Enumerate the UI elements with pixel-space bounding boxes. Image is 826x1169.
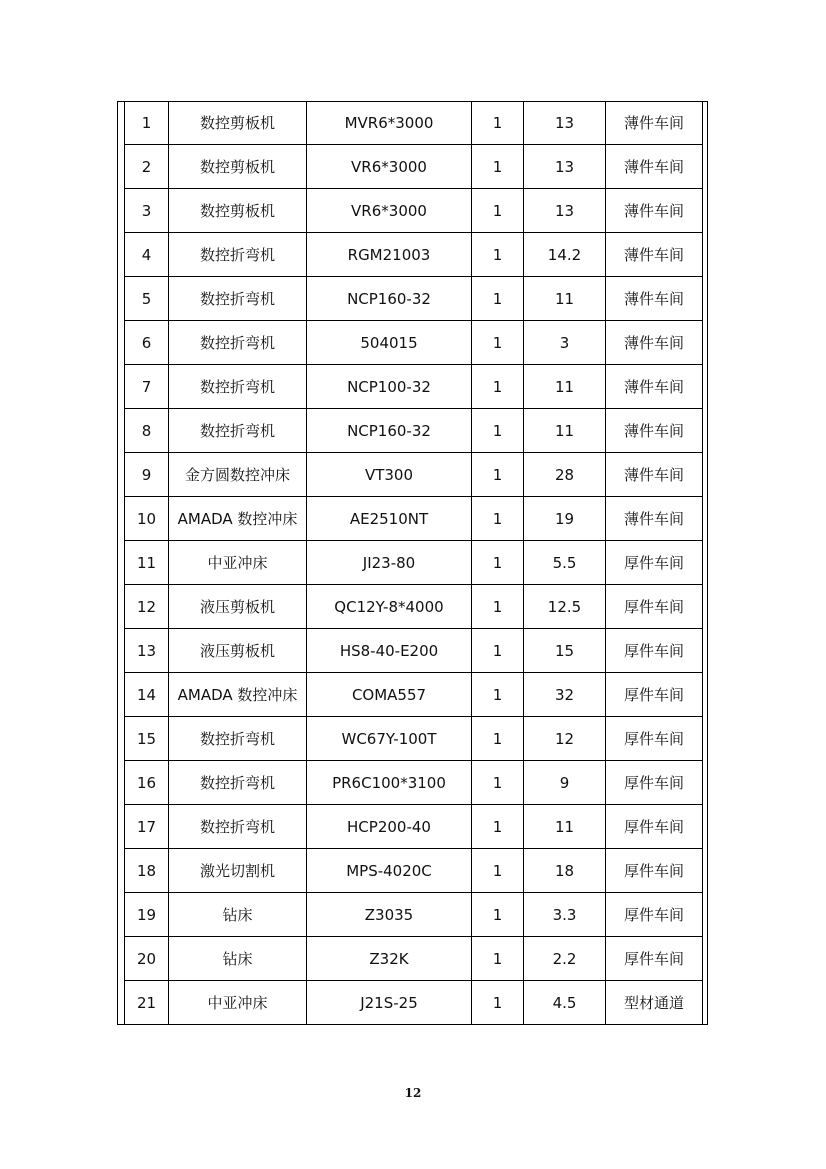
model-cell: MVR6*3000: [307, 101, 472, 145]
table-row: [125, 277, 703, 321]
location-cell: 薄件车间: [606, 277, 703, 321]
table-row: [125, 893, 703, 937]
table-row: [125, 365, 703, 409]
table-row: [125, 321, 703, 365]
equipment-name-cell: AMADA 数控冲床: [169, 497, 307, 541]
quantity-cell: 1: [472, 893, 524, 937]
quantity-cell: 1: [472, 981, 524, 1025]
quantity-cell: 1: [472, 321, 524, 365]
location-cell: 薄件车间: [606, 233, 703, 277]
location-cell: 厚件车间: [606, 761, 703, 805]
location-cell: 厚件车间: [606, 805, 703, 849]
model-cell: VT300: [307, 453, 472, 497]
model-cell: NCP160-32: [307, 409, 472, 453]
quantity-cell: 1: [472, 761, 524, 805]
equipment-name-cell: 中亚冲床: [169, 541, 307, 585]
location-cell: 薄件车间: [606, 365, 703, 409]
row-number-cell: 10: [125, 497, 169, 541]
power-cell: 12.5: [524, 585, 606, 629]
table-row: [125, 673, 703, 717]
row-number-cell: 6: [125, 321, 169, 365]
location-cell: 薄件车间: [606, 453, 703, 497]
row-number-cell: 7: [125, 365, 169, 409]
equipment-name-cell: 数控折弯机: [169, 277, 307, 321]
power-cell: 9: [524, 761, 606, 805]
location-cell: 厚件车间: [606, 585, 703, 629]
quantity-cell: 1: [472, 189, 524, 233]
table-row: [125, 717, 703, 761]
equipment-name-cell: 钻床: [169, 937, 307, 981]
row-number-cell: 9: [125, 453, 169, 497]
model-cell: Z32K: [307, 937, 472, 981]
power-cell: 5.5: [524, 541, 606, 585]
model-cell: HS8-40-E200: [307, 629, 472, 673]
equipment-name-cell: 数控剪板机: [169, 145, 307, 189]
location-cell: 薄件车间: [606, 145, 703, 189]
quantity-cell: 1: [472, 805, 524, 849]
row-number-cell: 1: [125, 101, 169, 145]
equipment-name-cell: 激光切割机: [169, 849, 307, 893]
row-number-cell: 8: [125, 409, 169, 453]
equipment-name-cell: 中亚冲床: [169, 981, 307, 1025]
quantity-cell: 1: [472, 629, 524, 673]
equipment-table: [124, 101, 703, 1025]
location-cell: 薄件车间: [606, 189, 703, 233]
power-cell: 3.3: [524, 893, 606, 937]
quantity-cell: 1: [472, 365, 524, 409]
quantity-cell: 1: [472, 673, 524, 717]
row-number-cell: 15: [125, 717, 169, 761]
model-cell: COMA557: [307, 673, 472, 717]
equipment-name-cell: 数控折弯机: [169, 761, 307, 805]
row-number-cell: 12: [125, 585, 169, 629]
model-cell: WC67Y-100T: [307, 717, 472, 761]
location-cell: 厚件车间: [606, 717, 703, 761]
model-cell: PR6C100*3100: [307, 761, 472, 805]
equipment-name-cell: 数控折弯机: [169, 409, 307, 453]
table-row: [125, 761, 703, 805]
power-cell: 12: [524, 717, 606, 761]
equipment-name-cell: 数控剪板机: [169, 189, 307, 233]
row-number-cell: 14: [125, 673, 169, 717]
equipment-name-cell: 数控折弯机: [169, 233, 307, 277]
model-cell: NCP160-32: [307, 277, 472, 321]
table-row: [125, 453, 703, 497]
model-cell: RGM21003: [307, 233, 472, 277]
table-row: [125, 805, 703, 849]
table-row: [125, 189, 703, 233]
model-cell: VR6*3000: [307, 189, 472, 233]
model-cell: 504015: [307, 321, 472, 365]
equipment-name-cell: 数控折弯机: [169, 321, 307, 365]
quantity-cell: 1: [472, 453, 524, 497]
location-cell: 厚件车间: [606, 893, 703, 937]
location-cell: 薄件车间: [606, 409, 703, 453]
location-cell: 厚件车间: [606, 629, 703, 673]
power-cell: 3: [524, 321, 606, 365]
location-cell: 厚件车间: [606, 673, 703, 717]
model-cell: NCP100-32: [307, 365, 472, 409]
power-cell: 11: [524, 365, 606, 409]
power-cell: 18: [524, 849, 606, 893]
row-number-cell: 3: [125, 189, 169, 233]
quantity-cell: 1: [472, 409, 524, 453]
location-cell: 厚件车间: [606, 937, 703, 981]
equipment-name-cell: 数控折弯机: [169, 365, 307, 409]
quantity-cell: 1: [472, 937, 524, 981]
table-row: [125, 541, 703, 585]
quantity-cell: 1: [472, 541, 524, 585]
table-row: [125, 849, 703, 893]
row-number-cell: 18: [125, 849, 169, 893]
model-cell: AE2510NT: [307, 497, 472, 541]
table-row: [125, 409, 703, 453]
quantity-cell: 1: [472, 101, 524, 145]
power-cell: 15: [524, 629, 606, 673]
equipment-name-cell: 数控折弯机: [169, 805, 307, 849]
equipment-name-cell: AMADA 数控冲床: [169, 673, 307, 717]
power-cell: 19: [524, 497, 606, 541]
table-row: [125, 145, 703, 189]
location-cell: 薄件车间: [606, 321, 703, 365]
quantity-cell: 1: [472, 277, 524, 321]
model-cell: J21S-25: [307, 981, 472, 1025]
power-cell: 11: [524, 277, 606, 321]
table-row: [125, 937, 703, 981]
equipment-table-body: [125, 101, 703, 1025]
equipment-name-cell: 金方圆数控冲床: [169, 453, 307, 497]
power-cell: 4.5: [524, 981, 606, 1025]
table-row: [125, 981, 703, 1025]
location-cell: 薄件车间: [606, 497, 703, 541]
equipment-name-cell: 数控折弯机: [169, 717, 307, 761]
quantity-cell: 1: [472, 585, 524, 629]
page-number: 12: [404, 1086, 422, 1100]
row-number-cell: 20: [125, 937, 169, 981]
table-row: [125, 585, 703, 629]
quantity-cell: 1: [472, 497, 524, 541]
location-cell: 厚件车间: [606, 849, 703, 893]
location-cell: 厚件车间: [606, 541, 703, 585]
power-cell: 28: [524, 453, 606, 497]
row-number-cell: 2: [125, 145, 169, 189]
model-cell: MPS-4020C: [307, 849, 472, 893]
power-cell: 13: [524, 189, 606, 233]
quantity-cell: 1: [472, 233, 524, 277]
power-cell: 13: [524, 145, 606, 189]
row-number-cell: 16: [125, 761, 169, 805]
quantity-cell: 1: [472, 717, 524, 761]
row-number-cell: 13: [125, 629, 169, 673]
power-cell: 11: [524, 805, 606, 849]
row-number-cell: 19: [125, 893, 169, 937]
row-number-cell: 17: [125, 805, 169, 849]
power-cell: 2.2: [524, 937, 606, 981]
table-row: [125, 497, 703, 541]
power-cell: 11: [524, 409, 606, 453]
power-cell: 32: [524, 673, 606, 717]
equipment-name-cell: 钻床: [169, 893, 307, 937]
quantity-cell: 1: [472, 849, 524, 893]
equipment-name-cell: 液压剪板机: [169, 629, 307, 673]
equipment-name-cell: 数控剪板机: [169, 101, 307, 145]
row-number-cell: 5: [125, 277, 169, 321]
equipment-name-cell: 液压剪板机: [169, 585, 307, 629]
model-cell: QC12Y-8*4000: [307, 585, 472, 629]
model-cell: JI23-80: [307, 541, 472, 585]
model-cell: VR6*3000: [307, 145, 472, 189]
location-cell: 薄件车间: [606, 101, 703, 145]
row-number-cell: 11: [125, 541, 169, 585]
table-row: [125, 233, 703, 277]
row-number-cell: 21: [125, 981, 169, 1025]
power-cell: 14.2: [524, 233, 606, 277]
location-cell: 型材通道: [606, 981, 703, 1025]
model-cell: HCP200-40: [307, 805, 472, 849]
row-number-cell: 4: [125, 233, 169, 277]
model-cell: Z3035: [307, 893, 472, 937]
power-cell: 13: [524, 101, 606, 145]
quantity-cell: 1: [472, 145, 524, 189]
table-row: [125, 629, 703, 673]
table-row: [125, 101, 703, 145]
